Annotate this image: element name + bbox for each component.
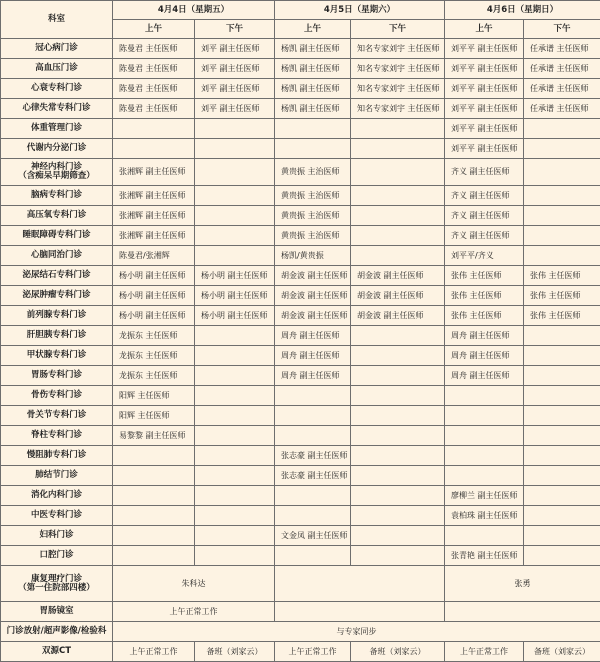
schedule-cell: 陈曼君 主任医师	[113, 79, 195, 99]
schedule-cell: 周舟 副主任医师	[445, 326, 524, 346]
dept-name: 慢阻肺专科门诊	[1, 446, 113, 466]
dept-name-imaging: 门诊放射/超声影像/检验科	[1, 622, 113, 642]
table-row	[1, 622, 600, 642]
schedule-cell	[351, 119, 445, 139]
am-header: 上午	[445, 20, 524, 39]
schedule-cell	[524, 366, 600, 386]
schedule-cell	[351, 526, 445, 546]
schedule-cell	[351, 226, 445, 246]
schedule-cell: 周舟 副主任医师	[275, 366, 351, 386]
schedule-cell	[113, 446, 195, 466]
schedule-cell: 刘平平 副主任医师	[445, 99, 524, 119]
schedule-cell: 刘平 副主任医师	[195, 59, 275, 79]
table-row	[1, 139, 600, 159]
dept-name: 前列腺专科门诊	[1, 306, 113, 326]
table-row	[1, 466, 600, 486]
schedule-cell: 阳辉 主任医师	[113, 386, 195, 406]
schedule-cell	[524, 246, 600, 266]
schedule-cell: 张湘辉 副主任医师	[113, 226, 195, 246]
gastroscopy-empty	[445, 602, 600, 622]
schedule-cell: 知名专家刘宇 主任医师	[351, 39, 445, 59]
schedule-cell	[195, 246, 275, 266]
schedule-cell	[351, 386, 445, 406]
schedule-cell: 备班（刘家云）	[351, 642, 445, 662]
day-header-1: 4月4日（星期五）	[113, 1, 275, 20]
schedule-cell: 齐义 副主任医师	[445, 186, 524, 206]
schedule-cell	[275, 139, 351, 159]
schedule-cell: 知名专家刘宇 主任医师	[351, 59, 445, 79]
dept-name: 高压氧专科门诊	[1, 206, 113, 226]
table-row	[1, 446, 600, 466]
schedule-cell	[113, 139, 195, 159]
schedule-cell: 刘平 副主任医师	[195, 39, 275, 59]
schedule-cell	[524, 159, 600, 186]
table-row	[1, 79, 600, 99]
schedule-cell	[275, 386, 351, 406]
schedule-cell	[195, 486, 275, 506]
schedule-cell	[524, 226, 600, 246]
schedule-cell	[113, 526, 195, 546]
schedule-cell: 齐义 副主任医师	[445, 206, 524, 226]
schedule-cell	[351, 346, 445, 366]
schedule-cell	[445, 446, 524, 466]
schedule-cell: 齐义 副主任医师	[445, 226, 524, 246]
schedule-cell: 黄贵振 主治医师	[275, 186, 351, 206]
schedule-cell	[524, 466, 600, 486]
schedule-cell: 陈曼君 主任医师	[113, 59, 195, 79]
schedule-cell: 知名专家刘宇 主任医师	[351, 79, 445, 99]
schedule-cell: 廖柳兰 副主任医师	[445, 486, 524, 506]
schedule-cell: 黄贵振 主治医师	[275, 226, 351, 246]
schedule-cell	[113, 546, 195, 566]
schedule-cell	[351, 246, 445, 266]
dept-name: 心律失常专科门诊	[1, 99, 113, 119]
schedule-cell: 陈曼君 主任医师	[113, 39, 195, 59]
dept-name: 泌尿结石专科门诊	[1, 266, 113, 286]
schedule-cell	[351, 159, 445, 186]
dept-name: 肝胆胰专科门诊	[1, 326, 113, 346]
dept-name: 心脑同治门诊	[1, 246, 113, 266]
imaging-status: 与专家同步	[113, 622, 600, 642]
am-header: 上午	[113, 20, 195, 39]
schedule-cell: 张伟 主任医师	[445, 286, 524, 306]
schedule-cell	[351, 546, 445, 566]
schedule-cell: 胡金波 副主任医师	[275, 286, 351, 306]
schedule-cell: 备班（刘家云）	[524, 642, 600, 662]
am-header: 上午	[275, 20, 351, 39]
dept-name: 泌尿肿瘤专科门诊	[1, 286, 113, 306]
schedule-cell	[445, 426, 524, 446]
pm-header: 下午	[195, 20, 275, 39]
table-row	[1, 642, 600, 662]
dept-name: 代谢内分泌门诊	[1, 139, 113, 159]
schedule-cell	[195, 446, 275, 466]
dept-name: 甲状腺专科门诊	[1, 346, 113, 366]
rehab-day2-empty	[275, 566, 445, 602]
schedule-cell	[351, 466, 445, 486]
schedule-cell	[195, 426, 275, 446]
schedule-cell: 张伟 主任医师	[524, 306, 600, 326]
schedule-cell	[351, 366, 445, 386]
schedule-cell: 胡金波 副主任医师	[351, 286, 445, 306]
table-row	[1, 566, 600, 602]
table-row	[1, 226, 600, 246]
dept-name: 体重管理门诊	[1, 119, 113, 139]
table-row	[1, 99, 600, 119]
schedule-cell: 胡金波 副主任医师	[275, 266, 351, 286]
schedule-cell	[275, 486, 351, 506]
schedule-cell: 张湘辉 副主任医师	[113, 206, 195, 226]
schedule-cell: 黄贵振 主治医师	[275, 206, 351, 226]
rehab-day1-doctor: 朱科达	[113, 566, 275, 602]
schedule-cell	[195, 346, 275, 366]
schedule-cell: 张伟 主任医师	[445, 306, 524, 326]
gastroscopy-empty	[275, 602, 445, 622]
dept-name: 妇科门诊	[1, 526, 113, 546]
rehab-day3-doctor: 张勇	[445, 566, 600, 602]
schedule-cell: 龙振东 主任医师	[113, 366, 195, 386]
schedule-cell: 易黎黎 副主任医师	[113, 426, 195, 446]
schedule-cell: 杨凯/黄贵振	[275, 246, 351, 266]
schedule-cell: 齐义 副主任医师	[445, 159, 524, 186]
table-row	[1, 159, 600, 186]
table-row	[1, 186, 600, 206]
schedule-cell	[195, 226, 275, 246]
schedule-cell: 上午正常工作	[113, 642, 195, 662]
schedule-cell: 张志豪 副主任医师	[275, 446, 351, 466]
schedule-cell	[524, 486, 600, 506]
dept-name: 胃肠专科门诊	[1, 366, 113, 386]
schedule-cell: 张湘辉 副主任医师	[113, 186, 195, 206]
table-row	[1, 366, 600, 386]
dept-name-gastroscopy: 胃肠镜室	[1, 602, 113, 622]
schedule-cell	[275, 119, 351, 139]
dept-name: 肺结节门诊	[1, 466, 113, 486]
schedule-cell	[524, 206, 600, 226]
schedule-cell	[195, 366, 275, 386]
schedule-cell	[275, 546, 351, 566]
dept-name-ct: 双源CT	[1, 642, 113, 662]
schedule-cell: 杨小明 副主任医师	[113, 286, 195, 306]
schedule-cell: 知名专家刘宇 主任医师	[351, 99, 445, 119]
schedule-cell: 张伟 主任医师	[445, 266, 524, 286]
gastroscopy-status: 上午正常工作	[113, 602, 275, 622]
schedule-cell	[524, 139, 600, 159]
schedule-cell	[524, 346, 600, 366]
schedule-tail	[1, 566, 600, 662]
schedule-cell: 黄贵振 主治医师	[275, 159, 351, 186]
schedule-cell: 胡金波 副主任医师	[275, 306, 351, 326]
schedule-cell	[524, 406, 600, 426]
schedule-cell	[445, 386, 524, 406]
pm-header: 下午	[351, 20, 445, 39]
schedule-cell: 刘平 副主任医师	[195, 79, 275, 99]
schedule-cell: 周舟 副主任医师	[445, 366, 524, 386]
dept-name-rehab: 康复理疗门诊 （第一住院部四楼）	[1, 566, 113, 602]
schedule-cell: 杨凯 副主任医师	[275, 59, 351, 79]
table-row	[1, 602, 600, 622]
schedule-cell	[113, 486, 195, 506]
schedule-cell: 张伟 主任医师	[524, 266, 600, 286]
dept-name: 骨关节专科门诊	[1, 406, 113, 426]
dept-name: 消化内科门诊	[1, 486, 113, 506]
schedule-cell	[351, 446, 445, 466]
schedule-cell: 杨凯 副主任医师	[275, 99, 351, 119]
schedule-cell: 陈曼君 主任医师	[113, 99, 195, 119]
table-row	[1, 286, 600, 306]
schedule-cell	[524, 326, 600, 346]
schedule-cell: 陈曼君/张湘辉	[113, 246, 195, 266]
schedule-cell	[524, 526, 600, 546]
schedule-cell	[524, 446, 600, 466]
dept-name: 中医专科门诊	[1, 506, 113, 526]
dept-name: 口腔门诊	[1, 546, 113, 566]
table-row	[1, 486, 600, 506]
schedule-cell	[524, 506, 600, 526]
schedule-cell: 杨凯 副主任医师	[275, 79, 351, 99]
schedule-cell	[445, 406, 524, 426]
table-row	[1, 206, 600, 226]
schedule-cell: 上午正常工作	[275, 642, 351, 662]
schedule-cell	[195, 526, 275, 546]
dept-name: 神经内科门诊 （含痴呆早期筛查）	[1, 159, 113, 186]
schedule-cell	[113, 119, 195, 139]
table-row	[1, 119, 600, 139]
schedule-cell: 周舟 副主任医师	[445, 346, 524, 366]
schedule-cell	[445, 466, 524, 486]
schedule-cell	[195, 139, 275, 159]
schedule-cell	[113, 506, 195, 526]
schedule-cell	[195, 466, 275, 486]
schedule-cell	[524, 186, 600, 206]
table-row	[1, 406, 600, 426]
schedule-cell: 任承谱 主任医师	[524, 99, 600, 119]
schedule-cell	[524, 546, 600, 566]
day-header-2: 4月5日（星期六）	[275, 1, 445, 20]
table-row	[1, 266, 600, 286]
schedule-cell	[275, 406, 351, 426]
schedule-cell: 任承谱 主任医师	[524, 39, 600, 59]
schedule-cell: 刘平平/齐义	[445, 246, 524, 266]
schedule-cell	[195, 119, 275, 139]
table-row	[1, 306, 600, 326]
schedule-cell	[113, 466, 195, 486]
table-row	[1, 526, 600, 546]
schedule-cell	[195, 186, 275, 206]
table-row	[1, 59, 600, 79]
schedule-body	[1, 39, 600, 566]
schedule-cell: 龙振东 主任医师	[113, 346, 195, 366]
schedule-cell: 张湘辉 副主任医师	[113, 159, 195, 186]
dept-name: 脊柱专科门诊	[1, 426, 113, 446]
schedule-cell: 胡金波 副主任医师	[351, 306, 445, 326]
table-row	[1, 346, 600, 366]
schedule-cell	[351, 426, 445, 446]
schedule-cell: 张志豪 副主任医师	[275, 466, 351, 486]
schedule-cell	[195, 546, 275, 566]
dept-name: 脑病专科门诊	[1, 186, 113, 206]
schedule-cell	[351, 486, 445, 506]
table-row	[1, 39, 600, 59]
schedule-cell: 刘平平 副主任医师	[445, 119, 524, 139]
schedule-cell: 刘平平 副主任医师	[445, 39, 524, 59]
schedule-cell: 刘平平 副主任医师	[445, 139, 524, 159]
dept-name: 高血压门诊	[1, 59, 113, 79]
schedule-cell	[351, 139, 445, 159]
schedule-cell: 杨凯 副主任医师	[275, 39, 351, 59]
schedule-cell	[195, 159, 275, 186]
pm-header: 下午	[524, 20, 600, 39]
schedule-cell: 刘平 副主任医师	[195, 99, 275, 119]
day-header-3: 4月6日（星期日）	[445, 1, 600, 20]
dept-name: 睡眠障碍专科门诊	[1, 226, 113, 246]
schedule-cell: 周舟 副主任医师	[275, 326, 351, 346]
schedule-cell	[351, 186, 445, 206]
table-row	[1, 386, 600, 406]
schedule-cell: 袁柏珠 副主任医师	[445, 506, 524, 526]
schedule-cell: 周舟 副主任医师	[275, 346, 351, 366]
table-row	[1, 506, 600, 526]
schedule-cell: 上午正常工作	[445, 642, 524, 662]
schedule-cell	[195, 406, 275, 426]
schedule-cell	[351, 406, 445, 426]
schedule-cell: 杨小明 副主任医师	[113, 266, 195, 286]
schedule-cell	[195, 386, 275, 406]
schedule-cell: 刘平平 副主任医师	[445, 59, 524, 79]
schedule-cell	[195, 506, 275, 526]
schedule-cell: 张青艳 副主任医师	[445, 546, 524, 566]
schedule-cell: 杨小明 副主任医师	[195, 286, 275, 306]
schedule-cell	[524, 426, 600, 446]
schedule-cell	[445, 526, 524, 546]
table-row	[1, 546, 600, 566]
schedule-cell	[351, 506, 445, 526]
dept-name: 冠心病门诊	[1, 39, 113, 59]
schedule-cell	[275, 426, 351, 446]
schedule-cell: 阳辉 主任医师	[113, 406, 195, 426]
schedule-cell	[195, 206, 275, 226]
schedule-cell	[195, 326, 275, 346]
dept-name: 骨伤专科门诊	[1, 386, 113, 406]
dept-column-header: 科室	[1, 1, 113, 39]
schedule-cell: 杨小明 副主任医师	[195, 266, 275, 286]
schedule-cell: 备班（刘家云）	[195, 642, 275, 662]
schedule-cell: 龙振东 主任医师	[113, 326, 195, 346]
schedule-cell	[524, 386, 600, 406]
schedule-cell	[351, 206, 445, 226]
table-row	[1, 246, 600, 266]
schedule-cell: 任承谱 主任医师	[524, 79, 600, 99]
schedule-cell: 刘平平 副主任医师	[445, 79, 524, 99]
schedule-cell: 杨小明 副主任医师	[195, 306, 275, 326]
schedule-cell	[351, 326, 445, 346]
schedule-cell	[524, 119, 600, 139]
schedule-cell: 任承谱 主任医师	[524, 59, 600, 79]
table-row	[1, 326, 600, 346]
schedule-cell	[275, 506, 351, 526]
schedule-cell: 杨小明 副主任医师	[113, 306, 195, 326]
dept-name: 心衰专科门诊	[1, 79, 113, 99]
schedule-cell: 张伟 主任医师	[524, 286, 600, 306]
table-row	[1, 426, 600, 446]
schedule-cell: 胡金波 副主任医师	[351, 266, 445, 286]
schedule-cell: 文金凤 副主任医师	[275, 526, 351, 546]
